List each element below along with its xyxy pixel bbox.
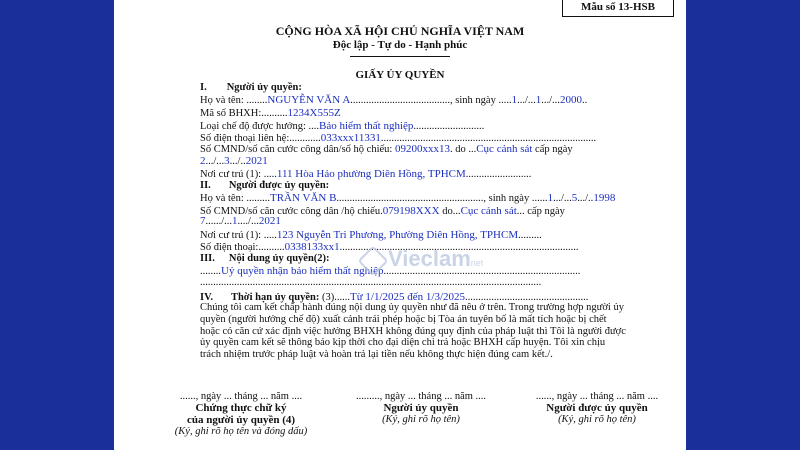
s1-name-value: NGUYỄN VĂN A [267,94,351,106]
s1-phone-row: Số điện thoại liên hệ:............033xxx11331.................................................................................. [200,132,597,144]
signature-block-grantee: ......, ngày ... tháng ... năm .... Người được ủy quyền (Ký, ghi rõ họ tên) [535,391,659,425]
s1-residence-row: Nơi cư trú (1): .....111 Hòa Hảo phường Diên Hồng, TPHCM......................... [200,168,532,180]
header-rule [350,56,450,57]
form-number-box: Mẫu số 13-HSB [562,0,674,17]
watermark: Vieclamnet [388,246,484,271]
s3-blank-row: .................................................................................................................................. [200,277,542,288]
s1-regime-row: Loại chế độ được hưởng: ....Bảo hiểm thất nghiệp........................... [200,120,485,132]
s2-name-row: Họ và tên: .........TRẦN VĂN B........................................................, sinh ngày ......1.../...5.../..1998 [200,192,616,204]
document-title: GIẤY ỦY QUYỀN [355,69,445,81]
section-2-heading: II. Người được ủy quyền: [200,180,330,191]
signature-block-grantor: ........., ngày ... tháng ... năm .... Người ủy quyền (Ký, ghi rõ họ tên) [355,391,487,425]
section-1-heading: I. Người ủy quyền: [200,82,302,93]
section-4-heading: IV. Thời hạn ủy quyền: (3)......Từ 1/1/2025 đến 1/3/2025............................................... [200,291,589,303]
s2-name-value: TRẦN VĂN B [270,192,337,204]
document-page [114,0,686,450]
motto: Độc lập - Tự do - Hạnh phúc [332,39,468,51]
s2-phone-row: Số điện thoại:..........0338133xx1........................................................................................... [200,241,579,253]
s1-issue-date-row: 2.../...3.../..2021 [200,155,268,167]
s3-content-row: ........Uỷ quyền nhận bảo hiểm thất nghiệp........................................................................... [200,265,581,277]
s1-id-row: Số CMND/số căn cước công dân/số hộ chiếu: 09200xxx13. do ...Cục cảnh sát cấp ngày [200,143,573,155]
signature-block-certifier: ......, ngày ... tháng ... năm .... Chứng thực chữ ký của người ủy quyền (4) (Ký, ghi rõ họ tên và đóng dấu) [174,391,308,437]
s1-name-row: Họ và tên: ........NGUYỄN VĂN A......................................, sinh ngày .....1.../...1.../...2000.. [200,94,588,106]
s1-bhxh-row: Mã số BHXH:..........1234X555Z [200,107,341,119]
section-3-heading: III. Nội dung ủy quyền(2): [200,253,330,264]
nation-header: CỘNG HÒA XÃ HỘI CHỦ NGHĨA VIỆT NAM [275,24,525,38]
s2-issue-date-row: 7....../...1..../...2021 [200,215,281,227]
s2-residence-row: Nơi cư trú (1): .....123 Nguyễn Tri Phương, Phường Diên Hồng, TPHCM......... [200,229,542,241]
s2-id-row: Số CMND/số căn cước công dân /hộ chiếu.079198XXX do...Cục cảnh sát... cấp ngày [200,205,565,217]
commitment-paragraph: Chúng tôi cam kết chấp hành đúng nội dung ủy quyền như đã nêu ở trên. Trong trường hợp người ủy quyền (người hưởng chế độ) xuất cảnh trái phép hoặc bị Tòa án tuyên bố là mất tích hoặc bị chết hoặc có căn cứ xác định việc hưởng BHXH không đúng quy định của pháp luật thì Tôi là người được ủy quyền cam kết sẽ thông báo kịp thời cho đại diện chi trả hoặc BHXH cấp huyện. Tôi xin chịu trách nhiệm trước pháp luật và hoàn trả lại tiền nếu không thực hiện đúng cam kết./. [200,302,626,361]
